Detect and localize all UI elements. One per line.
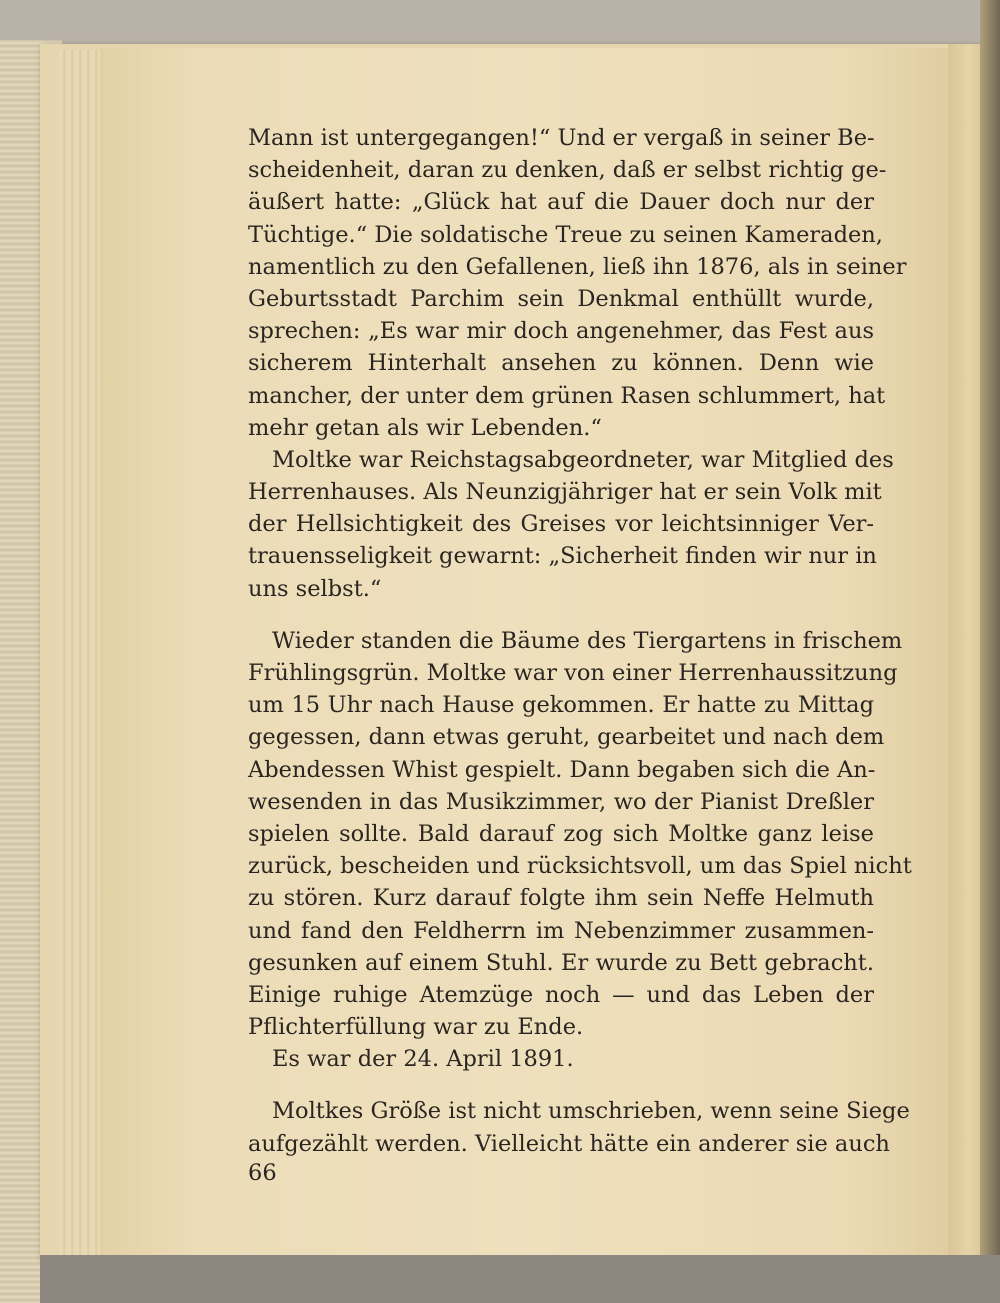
- text-line: Geburtsstadt Parchim sein Denkmal enthüllt wurde,: [248, 285, 874, 312]
- text-line: spielen sollte. Bald darauf zog sich Moltke ganz leise: [248, 820, 874, 847]
- text-line: und fand den Feldherrn im Nebenzimmer zusammen-: [248, 917, 874, 944]
- text-line: Abendessen Whist gespielt. Dann begaben sich die An-: [248, 756, 876, 783]
- paragraph: [248, 625, 912, 1043]
- paragraph-gap: [248, 1075, 874, 1095]
- text-line: scheidenheit, daran zu denken, daß er selbst richtig ge-: [248, 157, 887, 184]
- text-line: Wieder standen die Bäume des Tiergartens in frischem: [272, 627, 903, 654]
- text-line: sicherem Hinterhalt ansehen zu können. Denn wie: [248, 350, 874, 377]
- paragraph-gap: [248, 605, 874, 625]
- text-line: zurück, bescheiden und rücksichtsvoll, um das Spiel nicht: [248, 853, 912, 880]
- text-line: der Hellsichtigkeit des Greises vor leichtsinniger Ver-: [248, 511, 874, 538]
- text-line: mancher, der unter dem grünen Rasen schlummert, hat: [248, 382, 886, 409]
- scan-background: [0, 0, 1000, 48]
- text-line: gesunken auf einem Stuhl. Er wurde zu Bett gebracht.: [248, 949, 874, 976]
- text-line: mehr getan als wir Lebenden.“: [248, 414, 602, 441]
- text-line: äußert hatte: „Glück hat auf die Dauer doch nur der: [248, 189, 874, 216]
- text-line: Herrenhauses. Als Neunzigjähriger hat er sein Volk mit: [248, 479, 882, 506]
- bottom-shadow: [40, 1255, 1000, 1303]
- text-line: namentlich zu den Gefallenen, ließ ihn 1876, als in seiner: [248, 253, 907, 280]
- text-line: wesenden in das Musikzimmer, wo der Pianist Dreßler: [248, 788, 874, 815]
- text-line: zu stören. Kurz darauf folgte ihm sein Neffe Helmuth: [248, 885, 874, 912]
- paragraph: [248, 1095, 910, 1159]
- text-line: sprechen: „Es war mir doch angenehmer, das Fest aus: [248, 318, 874, 345]
- text-line: uns selbst.“: [248, 575, 382, 602]
- text-line: Tüchtige.“ Die soldatische Treue zu seinen Kameraden,: [248, 221, 883, 248]
- paragraph: [248, 444, 894, 605]
- text-line: Es war der 24. April 1891.: [272, 1046, 574, 1073]
- page-number: 66: [248, 1160, 277, 1186]
- text-line: Frühlingsgrün. Moltke war von einer Herrenhaussitzung: [248, 660, 898, 686]
- text-line: aufgezählt werden. Vielleicht hätte ein anderer sie auch: [248, 1130, 890, 1157]
- paragraph: [248, 1043, 874, 1075]
- text-line: Einige ruhige Atemzüge noch — und das Leben der: [248, 981, 874, 1008]
- page-text-body: [248, 122, 912, 1160]
- text-line: Moltkes Größe ist nicht umschrieben, wenn seine Siege: [272, 1098, 910, 1125]
- paragraph: [248, 122, 907, 444]
- text-line: Moltke war Reichstagsabgeordneter, war Mitglied des: [272, 446, 894, 473]
- text-line: um 15 Uhr nach Hause gekommen. Er hatte zu Mittag: [248, 692, 874, 719]
- fore-edge-shadow: [980, 0, 1000, 1303]
- text-line: Mann ist untergegangen!“ Und er vergaß in seiner Be-: [248, 125, 875, 151]
- text-line: gegessen, dann etwas geruht, gearbeitet und nach dem: [248, 724, 885, 751]
- text-line: trauensseligkeit gewarnt: „Sicherheit finden wir nur in: [248, 543, 877, 570]
- text-line: Pflichterfüllung war zu Ende.: [248, 1014, 584, 1041]
